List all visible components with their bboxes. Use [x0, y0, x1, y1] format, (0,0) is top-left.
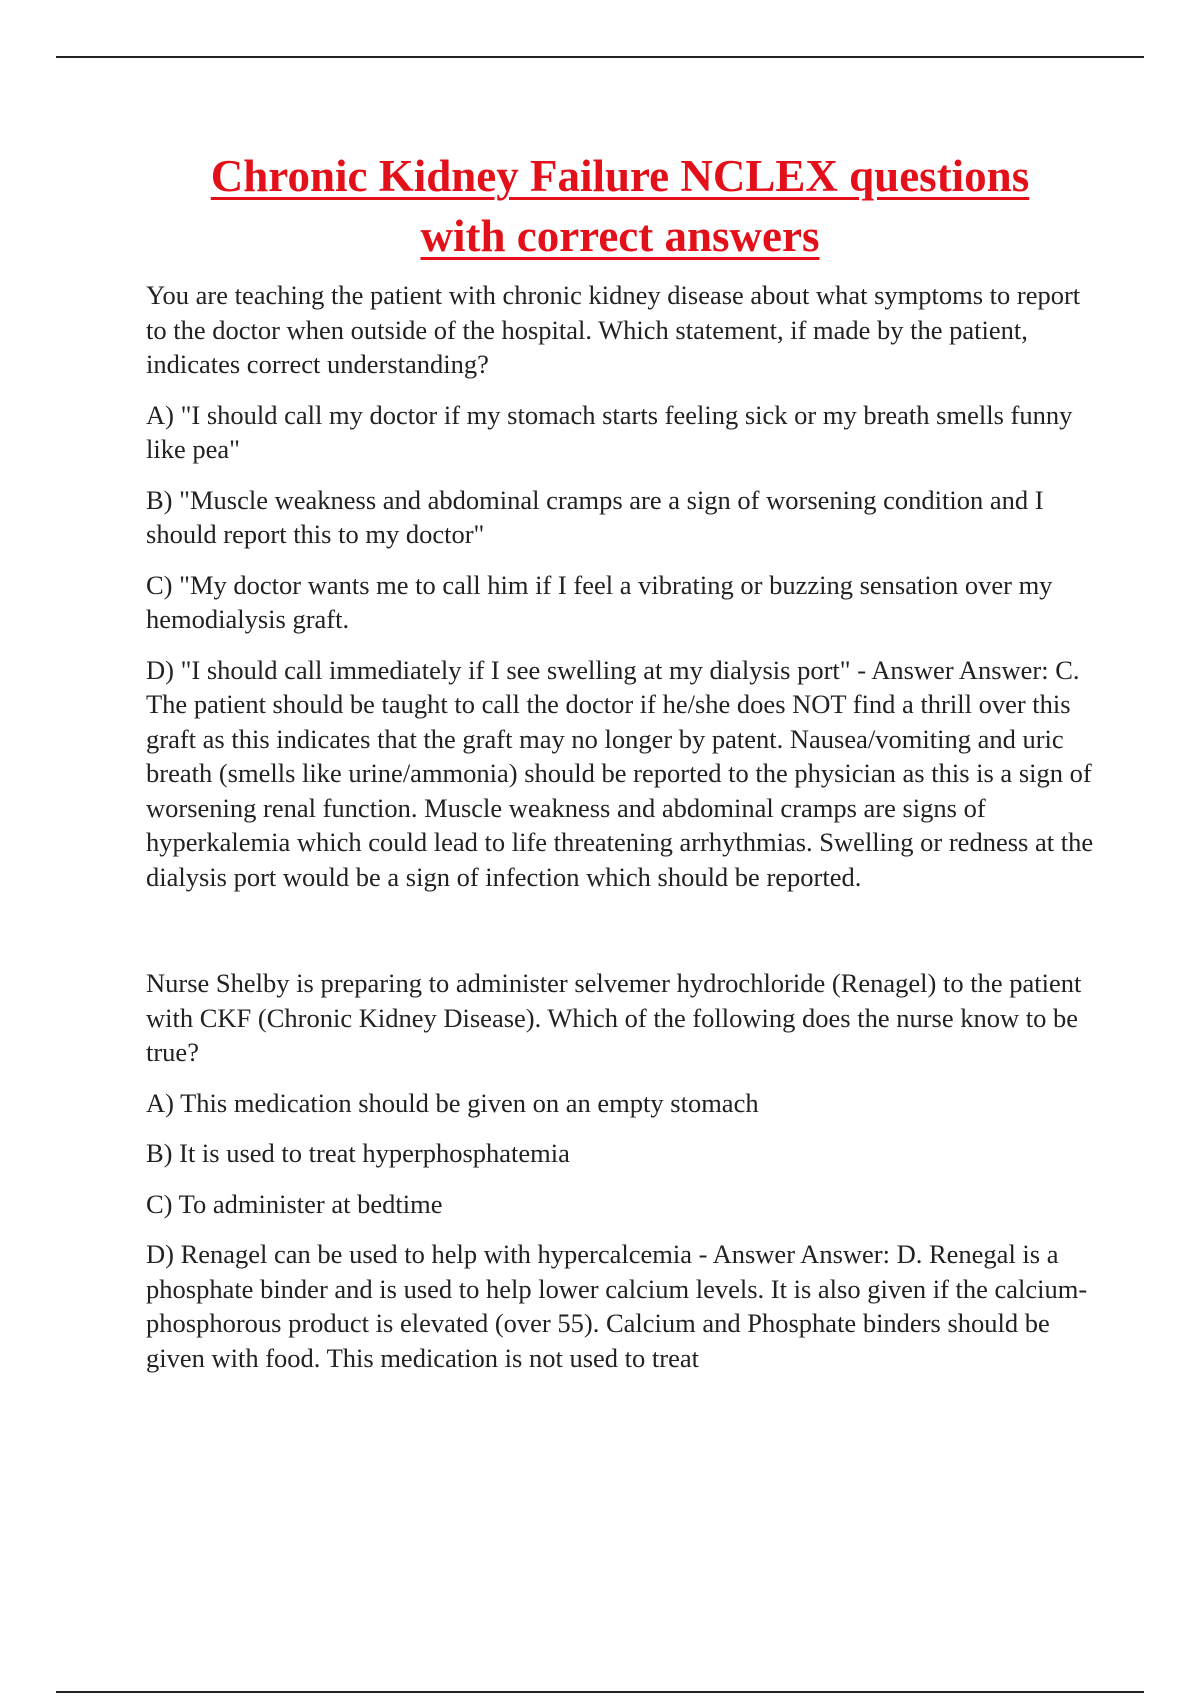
question-1-option-c: C) "My doctor wants me to call him if I feel a vibrating or buzzing sensation over my hemodialysis graft.: [146, 569, 1053, 634]
question-2-option-b: B) It is used to treat hyperphosphatemia: [146, 1138, 570, 1168]
question-1-option-a: A) "I should call my doctor if my stomach starts feeling sick or my breath smells funny like pea": [146, 399, 1073, 464]
bottom-rule: [56, 1691, 1144, 1693]
question-2-option-d-answer: D) Renagel can be used to help with hypercalcemia - Answer Answer: D. Renegal is a phosphate binder and is used to help lower calcium levels. It is also given if the calcium-phosphorous product is elevated (over 55). Calcium and Phosphate binders should be given with food. This medication is not used to treat: [146, 1239, 1088, 1373]
title-line-1: Chronic Kidney Failure NCLEX questions: [210, 151, 1030, 201]
question-2-stem: Nurse Shelby is preparing to administer selvemer hydrochloride (Renagel) to the patient with CKF (Chronic Kidney Disease). Which of the following does the nurse know to be true?: [146, 968, 1082, 1067]
question-1-option-b: B) "Muscle weakness and abdominal cramps are a sign of worsening condition and I should report this to my doctor": [146, 484, 1044, 549]
question-2-option-c: C) To administer at bedtime: [146, 1188, 443, 1219]
question-2-option-a: A) This medication should be given on an empty stomach: [146, 1087, 759, 1118]
question-spacer: [146, 910, 1096, 966]
document-title: [140, 146, 1100, 266]
question-1: [146, 278, 1096, 894]
question-2: [146, 966, 1096, 1375]
document-body: [146, 278, 1096, 1391]
top-rule: [56, 56, 1144, 58]
title-line-2: with correct answers: [420, 211, 820, 261]
question-1-stem: You are teaching the patient with chronic kidney disease about what symptoms to report to the doctor when outside of the hospital. Which statement, if made by the patient, indicates correct understanding?: [146, 280, 1081, 379]
question-1-option-d-answer: D) "I should call immediately if I see swelling at my dialysis port" - Answer Answer: C. The patient should be taught to call the doctor if he/she does NOT find a thrill over this graft as this indicates that the graft may no longer by patent. Nausea/vomiting and uric breath (smells like urine/ammonia) should be reported to the physician as this is a sign of worsening renal function. Muscle weakness and abdominal cramps are signs of hyperkalemia which could lead to life threatening arrhythmias. Swelling or redness at the dialysis port would be a sign of infection which should be reported.: [146, 654, 1094, 892]
